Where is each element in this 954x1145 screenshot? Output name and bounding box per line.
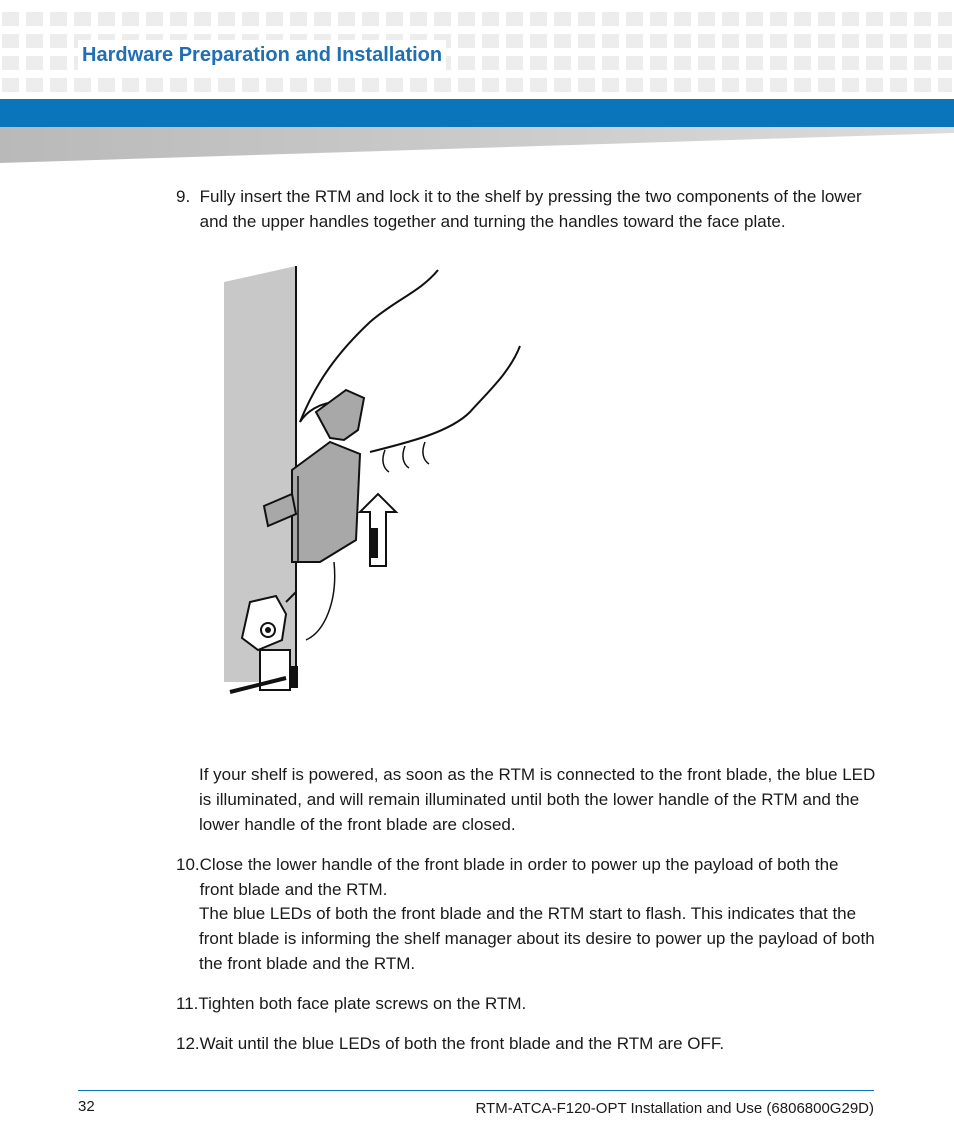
- step-10: [176, 852, 876, 902]
- header-grey-wedge: [0, 127, 954, 163]
- step-number: 11.: [176, 994, 199, 1013]
- document-title: RTM-ATCA-F120-OPT Installation and Use (6806800G29D): [475, 1100, 874, 1117]
- page-number: 32: [78, 1098, 95, 1115]
- step-text: Close the lower handle of the front blade in order to power up the payload of both the front blade and the RTM.: [199, 855, 839, 899]
- step-text: Fully insert the RTM and lock it to the shelf by pressing the two components of the lower and the upper handles together and turning the handles toward the face plate.: [199, 187, 862, 231]
- step-11: [176, 991, 876, 1016]
- powered-shelf-note: If your shelf is powered, as soon as the RTM is connected to the front blade, the blue LED is illuminated, and will remain illuminated until both the lower handle of the RTM and the lower handle of the front blade are closed.: [199, 765, 876, 834]
- step-10-note: The blue LEDs of both the front blade and the RTM start to flash. This indicates that the front blade is informing the shelf manager about its desire to power up the payload of both the front blade and the RTM.: [199, 904, 875, 973]
- step-text: Wait until the blue LEDs of both the front blade and the RTM are OFF.: [199, 1034, 725, 1053]
- step-9: [176, 184, 876, 234]
- footer-rule: [78, 1090, 874, 1091]
- step-text: Tighten both face plate screws on the RTM.: [198, 994, 527, 1013]
- step-12: [176, 1031, 876, 1056]
- rtm-handle-illustration: [220, 262, 530, 702]
- step-number: 10.: [176, 855, 200, 874]
- step-number: 12.: [176, 1034, 200, 1053]
- header-blue-bar: [0, 99, 954, 127]
- step-number: 9.: [176, 187, 200, 206]
- section-title: Hardware Preparation and Installation: [78, 40, 446, 70]
